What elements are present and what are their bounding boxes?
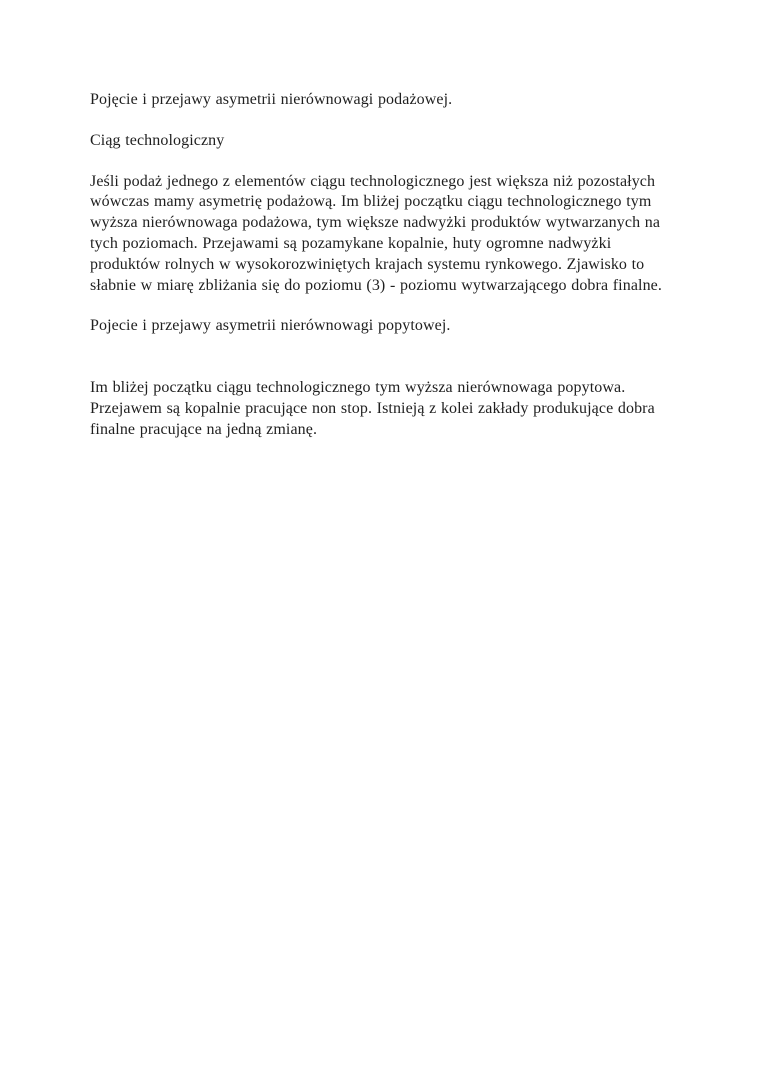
document-body [90, 90, 670, 441]
paragraph-technological-chain: Ciąg technologiczny [90, 131, 225, 149]
paragraph-supply-asymmetry-body: Jeśli podaż jednego z elementów ciągu technologicznego jest większa niż pozostałych wówczas mamy asymetrię podażową. Im bliżej początku ciągu technologicznego tym wyższa nierównowaga podażowa, tym większe nadwyżki produktów wytwarzanych na tych poziomach. Przejawami są pozamykane kopalnie, huty ogromne nadwyżki produktów rolnych w wysokorozwiniętych krajach systemu rynkowego. Zjawisko to słabnie w miarę zbliżania się do poziomu (3) - poziomu wytwarzającego dobra finalne. [90, 172, 662, 294]
paragraph-demand-asymmetry-body: Im bliżej początku ciągu technologicznego tym wyższa nierównowaga popytowa. Przejawem są kopalnie pracujące non stop. Istnieją z kolei zakłady produkujące dobra finalne pracujące na jedną zmianę. [90, 379, 655, 438]
paragraph-heading-demand-asymmetry: Pojecie i przejawy asymetrii nierównowagi popytowej. [90, 317, 451, 335]
paragraph-heading-supply-asymmetry: Pojęcie i przejawy asymetrii nierównowagi podażowej. [90, 91, 453, 108]
